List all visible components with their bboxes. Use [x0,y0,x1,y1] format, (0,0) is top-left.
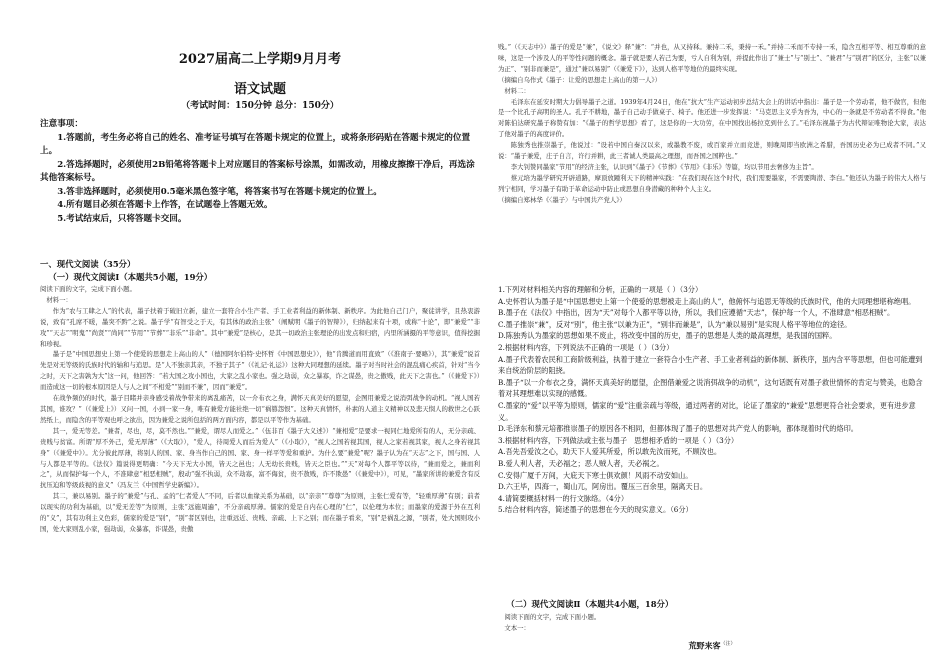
question-option: D.陈独秀认为墨家的思想如果不废止，将改变中国的历史，墨子的思想是人类的最高理想，是我国的国粹。 [498,331,837,341]
question-stem: 3.根据材料内容，下列做法或主张与墨子 思想相矛盾的一项是（ ）（3分） [498,435,739,445]
question-stem: 5.结合材料内容，简述墨子的思想在今天的现实意义。（6分） [498,505,693,515]
material-paragraph: 墨子是“中国思想史上第一个使爱的思想走上高山的人”（德国阿尔伯特·史怀哲《中国思想史》），他“肯腾道而用直致”（《淮南子·要略》），其“兼爱”说首先是对无等级的氏族时代的轴和与追思。是“人不独亲其亲，不独子其子”（《礼记·礼运》）这种大同理想的延续。墨子对当时社会的混乱痛心疾首，针对“当今之时，天下之害孰为大”这一问，他回答：“若大国之攻小国也，大家之乱小家也。强之劫弱，众之暴寡，诈之谋愚，贵之傲贱，此天下之害也。”（《兼爱下》）而造成这一切的根本原因是人与人之间“不相爱”“别而不兼”，因而“兼爱”。 [40,350,480,392]
material1 [40,284,480,535]
question-option: A.吾先吾爱汝之心，助天下人爱其所爱，所以敢先汝而死，不顾汝也。 [498,447,722,457]
question-option: B.墨子在《法仪》中指出，因为“天”对每个人都平等以待，所以，我们应遵循“天志”，保护每一个人，不准肆意“相恶相贼”。 [498,308,895,318]
instruction-text: 阅读下面的文字，完成下面小题。 [40,285,136,293]
question-option: C.安得广厦千万间，大庇天下寒士俱欢颜！风雨不动安如山。 [498,470,693,480]
notice-heading: 注意事项： [40,119,83,129]
notice-item: 5.考试结束后，只将答题卡交回。 [57,213,187,224]
text1-note-mark: （注） [720,641,736,647]
material1-continued [498,42,926,206]
material-paragraph: 毛泽东在延安时期大力倡导墨子之道。1939年4月24日，他在“抗大”生产运动初步总结大会上的讲话中指出：墨子是一个劳动者，他不做官，但他是一个比孔子高明的圣人。孔子不耕地，墨子自己动手做桌子、椅子。他还进一步发挥说：“马克思主义乎为吾为，中心的一条就是不劳动者不得食。”他对陈伯达研究墨子称赞有加：“《墨子的哲学思想》看了，这是你的一大功劳，在中国找出杨拉克到什么了。”毛泽东视墨子为古代辩证唯物论大家，表达了他对墨子的高度评价。 [498,97,926,139]
question-stem: 1.下列对材料相关内容的理解和分析，正确的一项是（ ）（3分） [498,285,703,294]
right-column [498,0,926,672]
material-label: 材料一： [46,295,72,304]
text1-title-row [498,638,926,652]
notice-item: 1.答题前，考生务必将自己的姓名、准考证号填写在答题卡规定的位置上，或将条形码贴在答题卡规定的位置上。 [40,132,471,156]
source-citation: （摘编自乌作式《墨子：让爱的思想走上高山的第一人》） [498,75,661,84]
material-paragraph: 在战争频仍的时代，墨子目睹并亲身感受着战争带来的离乱痛苦，以一介布衣之身，满怀天真美好的愿望，企图用兼爱之说消弭战争的动机。“视人国若其国，谁攻？”（《兼爱上》）又问一国，小到一家一身，唯有兼爱方能社绝一切“祸篡怨恨”。这种天真情怀，朴素的人道主义精神以及悲天悯人的救世之心跃然纸上，而隐含的平等观也呼之欲出，因为兼爱之说所包括的两方面内容，都是以平等作为基础。 [40,394,480,424]
time-score: （考试时间：150分钟 总分：150分） [181,101,339,111]
question-option: B.墨子“以一介布衣之身，满怀天真美好的愿望，企图借兼爱之说消弭战争的动机”，这句话既有对墨子救世情怀的肯定与赞美，也隐含着对其理想难以实现的感慨。 [498,377,923,399]
question-stem: 4.请简要概括材料一的行文脉络。（4分） [498,493,629,503]
section1-header [40,258,480,284]
section2-intro [498,612,926,634]
notice-block [40,118,480,226]
section-title: 一、现代文阅读（35分） [40,259,136,269]
material-paragraph: 贱。”（《天志中》）墨子的爱是“兼”，《说文》释“兼”：“并也，从又持秝。兼持二禾，秉持一禾。”并持二禾而不专持一禾，隐含互相平等、相互尊重的意味，这是一个涉及人的平等性问题的概念。墨子就是要人若己为要，亏人自利为别，并提此作出了“兼士”与“别士”、“兼君”与“别君”的区分，主张“以兼为正”、“别非而兼是”，通过“兼以易别”（《兼爱下》），达到人格平等地位的最终实现。 [498,43,926,73]
source-citation: （摘编自郑林华《〈墨子〉与中国共产党人》） [498,195,626,204]
question-option: D.毛泽东和蔡元培都推崇墨子的原因各不相同，但都体现了墨子的思想对共产党人的影响，都体现着时代的烙印。 [498,424,858,434]
material-label: 材料二： [504,86,530,95]
material-paragraph: 陈独秀也推崇墨子，他说过：“设若中国自秦汉以来，或墨教不废，或百家并立而竞进，则晚周即当欧洲之希腊，吾国历史必为已成者不同。”又说：“墨子兼爱，庄子自言，许行并耕，此三者诚人类最高之理想，而吾国之国粹也。” [498,141,926,161]
subsection-title: （一）现代文阅读Ⅰ（本题共5小题，19分） [48,272,213,282]
question-option: C.墨子推崇“兼”，反对“别”，他主张“以兼为正”，“别非而兼是”，认为“兼以易别”是实现人格平等地位的途径。 [498,319,852,329]
left-column [40,0,480,672]
question-option: D.六王毕，四海一，蜀山兀，阿房出。覆压三百余里，隔离天日。 [498,482,708,492]
subsection-title: （二）现代文阅读Ⅱ（本题共4小题，18分） [506,599,674,609]
subject-title: 语文试题 [233,82,286,97]
material-paragraph: 作为“农与工肆之人”的代表，墨子扶着于破旧立新，建立一套符合小生产者、手工业者利益的新体制、新秩序。为此他自己门户，聚徒讲学，且热衷游说，致有“孔席不暖，墨突不黔”之说。墨子学“有智受之于天，有其体的政治主张”（阐赋明《墨子的智辩》），归纳起来有十项，或称“十论”，即“兼爱”“非攻”“天志”“明鬼”“尚贤”“尚同”“节用”“节葬”“非乐”“非命”。其中“兼爱”是核心，是其一切政治主张理论的出发点和归宿，内里所涵摄的平等意识，值得挖掘和珍视。 [40,306,480,348]
question-option: A.墨子代表着农民和工商阶级利益，执着于建立一套符合小生产者、手工业者利益的新体制、新秩序，虽内含平等思想，但也可能遭到来自统治阶层的阻挠。 [498,354,923,376]
material-paragraph: 蔡元培为墨学研究开辟道路，摩顶放踵利天下的精神实践：“在我们现在这个时代，我们需要墨家，不需要陶潜、李白。”他还认为墨子的伟大人格与列宁相同，学习墨子有助于革命运动中防止或思想自身潜藏的种种个人主义。 [498,173,926,193]
material-paragraph: 其二，兼以易别。墨子的“兼爱”与孔、孟的“仁者爱人”不同，后者以血缘关系为基础，以“亲亲”“尊尊”为原则，主张仁爱有等，“轻重厚薄”有别；前者以现实的功利为基础，以“爱无差等”为原则，主张“远施周遍”，不分亲疏厚薄。儒家的爱是自内在心理的“仁”，以伦理为本位；而墨家的爱源于外在互利的“义”，其有功利主义色彩，儒家的爱是“别”，“别”者区别也，注重远近、贵贱、亲疏、上下之别；而在墨子看来，“别”是祸乱之源，“别者，处大国则攻小国，处大家则乱小家，强劫弱，众暴寡，诈谋愚，贵傲 [40,492,480,533]
notice-item: 4.所有题目必须在答题卡上作答，在试题卷上答题无效。 [57,200,273,210]
text-label: 文本一： [504,623,530,632]
section2-header [498,598,926,611]
notice-item: 2.答选择题时，必须使用2B铅笔将答题卡上对应题目的答案标号涂黑，如需改动，用橡皮擦擦干净后，再选涂其他答案标号。 [40,159,475,183]
question-stem: 2.根据材料内容，下列说法不正确的一项是（ ）（3分） [498,342,674,352]
notice-item: 3.答非选择题时，必须使用0.5毫米黑色签字笔，将答案书写在答题卡规定的位置上。 [57,186,382,197]
question-option: A.史怀哲认为墨子是“中国思想史上第一个使爱的思想被走上高山的人”，他俯怀与追思无等级的氏族时代，他的大同理想堪称绝唱。 [498,296,916,306]
exam-title: 2027届高二上学期9月月考 [178,52,342,67]
material-paragraph: 李大钊赞同墨家“节用”的经济主张，认识到“《墨子》《节葬》《节用》《非乐》等篇，均以节用去奢侈为主旨”。 [510,162,818,171]
instruction-text: 阅读下面的文字，完成下面小题。 [504,613,601,621]
material-paragraph: 其一，爱无等差。“兼者，尽也，尽，莫不然也。”“兼爱，谓尽人而爱之。”（伍非百《墨子大义述》）“兼相爱”是要求一视同仁地爱所有的人，无分亲疏、贵贱与贫富。所谓“厚不外己，爱无厚薄”（《大取》），“爱人，待周爱人而后为爱人”（《小取》），“视人之国若视其国，视人之家若视其家，视人之身若视其身”（《兼爱中》）。尤分彼此厚薄，将别人的国、家、身当作自己的国、家、身一样平等爱和重护。为什么要“兼爱”呢？墨子认为在“天志”之下，国与国、人与人都是平等的。《法仪》篇说得更明确：“今天下无大小国，皆天之邑也；人无幼长贵贱，皆天之臣也。”“天”对每个人都平等以待，“兼而爱之，兼而利之”，从而保护每一个人，不准肆意“相恶相贼”，殷动“强不执弱，众不劫寡，富不侮贫，贵不敖贱，诈不欺愚”（《兼爱中》），可见，“墨家所讲的兼爱含有反抗压迫和等级歧视的意义”（冯友兰《中国哲学史新编》）。 [40,426,480,490]
question-option: B.爱人利人者，天必福之；恶人贼人者，天必祸之。 [498,458,664,468]
questions-block [498,284,926,516]
question-option: C.墨家的“爱”以平等为原则，儒家的“爱”注重亲疏与等级，通过两者的对比，论证了墨家的“兼爱”思想更符合社会要求，更有进步意义。 [498,400,916,422]
text1-title: 荒野来客 [688,640,721,651]
